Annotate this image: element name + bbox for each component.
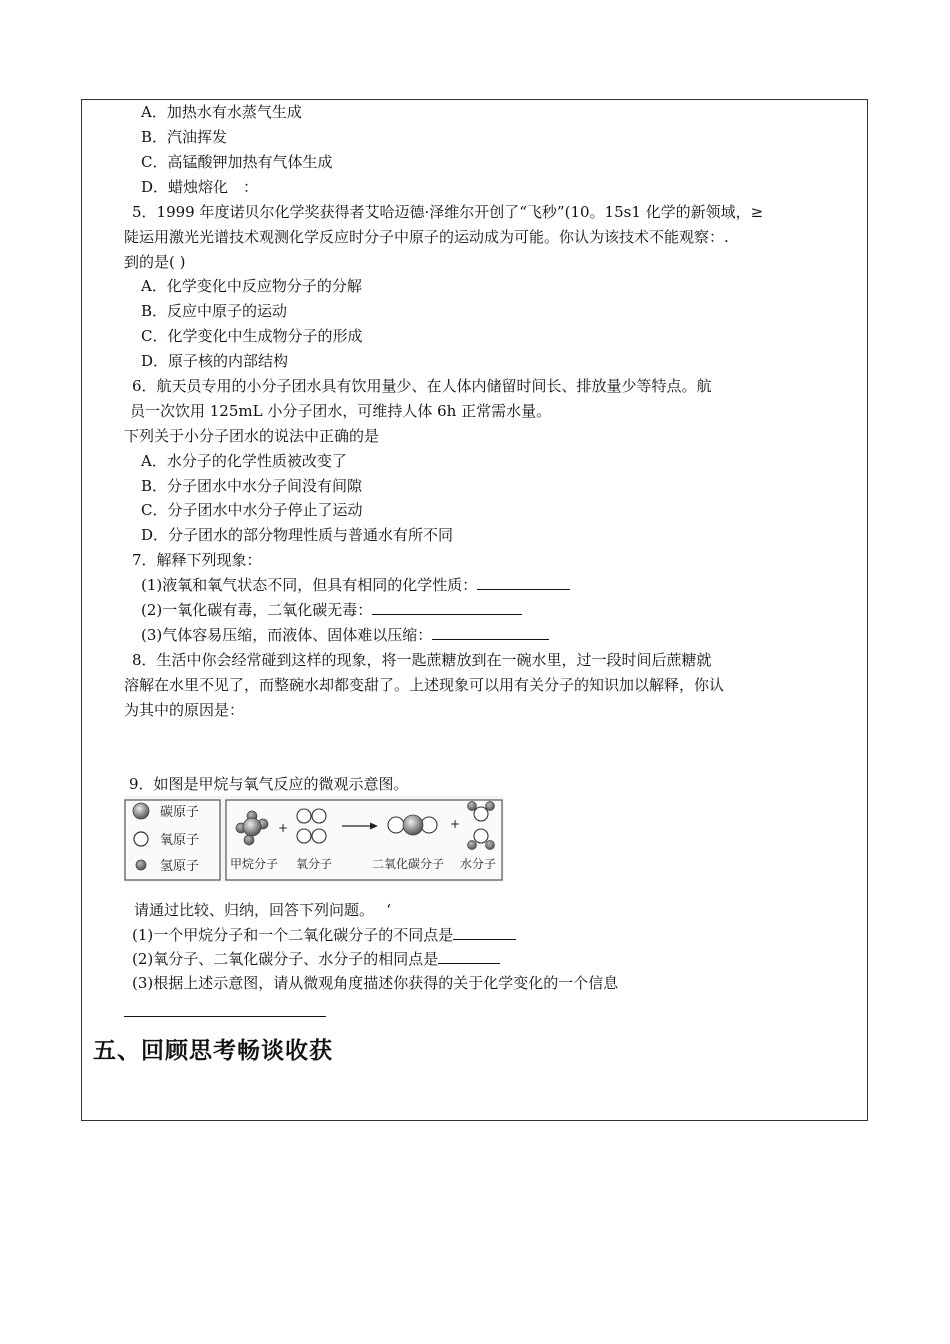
q7-part-3 (141, 625, 549, 645)
q4-option-a: A．加热水有水蒸气生成 (141, 103, 302, 121)
q6-option-b: B．分子团水中水分子间没有间隙 (141, 477, 363, 495)
legend-hydrogen-label: 氢原子 (160, 859, 200, 874)
q6-line-1: 6．航天员专用的小分子团水具有饮用量少、在人体内储留时间长、排放量少等特点。航 (132, 377, 712, 395)
q7-part-1 (141, 575, 570, 595)
section-heading: 五、回顾思考畅谈收获 (93, 1037, 333, 1064)
q6-option-c: C．分子团水中水分子停止了运动 (141, 501, 363, 519)
q5-option-d: D．原子核的内部结构 (141, 352, 289, 370)
methane-reaction-diagram (124, 796, 504, 882)
answer-blank[interactable] (124, 1016, 326, 1017)
q8-line-2: 溶解在水里不见了，而整碗水却都变甜了。上述现象可以用有关分子的知识加以解释，你认 (124, 676, 725, 694)
q9-part-3: (3)根据上述示意图，请从微观角度描述你获得的关于化学变化的一个信息 (132, 974, 619, 992)
co2-molecule-icon (388, 815, 437, 835)
q9-part-2 (132, 949, 500, 969)
q7-part-2-text: (2)一氧化碳有毒，二氧化碳无毒： (141, 601, 373, 619)
q6-line-3: 下列关于小分子团水的说法中正确的是 (124, 427, 380, 445)
answer-blank[interactable] (372, 600, 522, 615)
answer-blank[interactable] (438, 949, 500, 964)
q5-option-a: A．化学变化中反应物分子的分解 (141, 277, 362, 295)
methane-label: 甲烷分子 (230, 857, 279, 871)
q9-prompt: 请通过比较、归纳，回答下列问题。 ‘ (134, 901, 392, 919)
svg-text:+: + (450, 817, 461, 831)
q9-part-2-text: (2)氧分子、二氧化碳分子、水分子的相同点是 (132, 950, 439, 968)
q7-part-2 (141, 600, 522, 620)
q8-line-1: 8．生活中你会经常碰到这样的现象，将一匙蔗糖放到在一碗水里，过一段时间后蔗糖就 (132, 651, 712, 669)
q8-line-3: 为其中的原因是： (124, 701, 245, 719)
oxygen-molecule-label: 氧分子 (296, 857, 333, 871)
q6-option-a: A．水分子的化学性质被改变了 (141, 452, 347, 470)
water-label: 水分子 (460, 857, 497, 871)
answer-blank[interactable] (432, 625, 549, 640)
carbon-atom-icon (133, 803, 149, 819)
q9-title: 9．如图是甲烷与氧气反应的微观示意图。 (129, 775, 409, 793)
q7-title: 7．解释下列现象： (132, 551, 262, 569)
legend-carbon-label: 碳原子 (160, 805, 200, 820)
q7-part-1-text: (1)液氧和氧气状态不同，但具有相同的化学性质： (141, 576, 478, 594)
answer-blank[interactable] (453, 925, 516, 940)
legend-oxygen-label: 氧原子 (160, 833, 200, 848)
q6-option-d: D．分子团水的部分物理性质与普通水有所不同 (141, 526, 454, 544)
q9-part-1-text: (1)一个甲烷分子和一个二氧化碳分子的不同点是 (132, 926, 454, 944)
q6-line-2: 员一次饮用 125mL 小分子团水，可维持人体 6h 正常需水量。 (130, 402, 552, 420)
q4-option-d: D．蜡烛熔化 ： (141, 178, 259, 196)
co2-label: 二氧化碳分子 (372, 857, 445, 871)
q4-option-b: B．汽油挥发 (141, 128, 228, 146)
oxygen-atom-icon (134, 832, 148, 846)
svg-text:+: + (278, 821, 289, 835)
q5-line-1: 5．1999 年度诺贝尔化学奖获得者艾哈迈德·泽维尔开创了“飞秒”(10。15s1 化学的新领域，≥ (132, 203, 764, 221)
q9-part-1 (132, 925, 516, 945)
answer-blank[interactable] (477, 575, 570, 590)
q5-line-3: 到的是( ) (124, 253, 186, 271)
q5-option-c: C．化学变化中生成物分子的形成 (141, 327, 363, 345)
hydrogen-atom-icon (136, 860, 146, 870)
q7-part-3-text: (3)气体容易压缩，而液体、固体难以压缩： (141, 626, 433, 644)
q4-option-c: C．高锰酸钾加热有气体生成 (141, 153, 333, 171)
q5-option-b: B．反应中原子的运动 (141, 302, 288, 320)
q5-line-2: 陡运用激光光谱技术观测化学反应时分子中原子的运动成为可能。你认为该技术不能观察：. (124, 228, 729, 246)
